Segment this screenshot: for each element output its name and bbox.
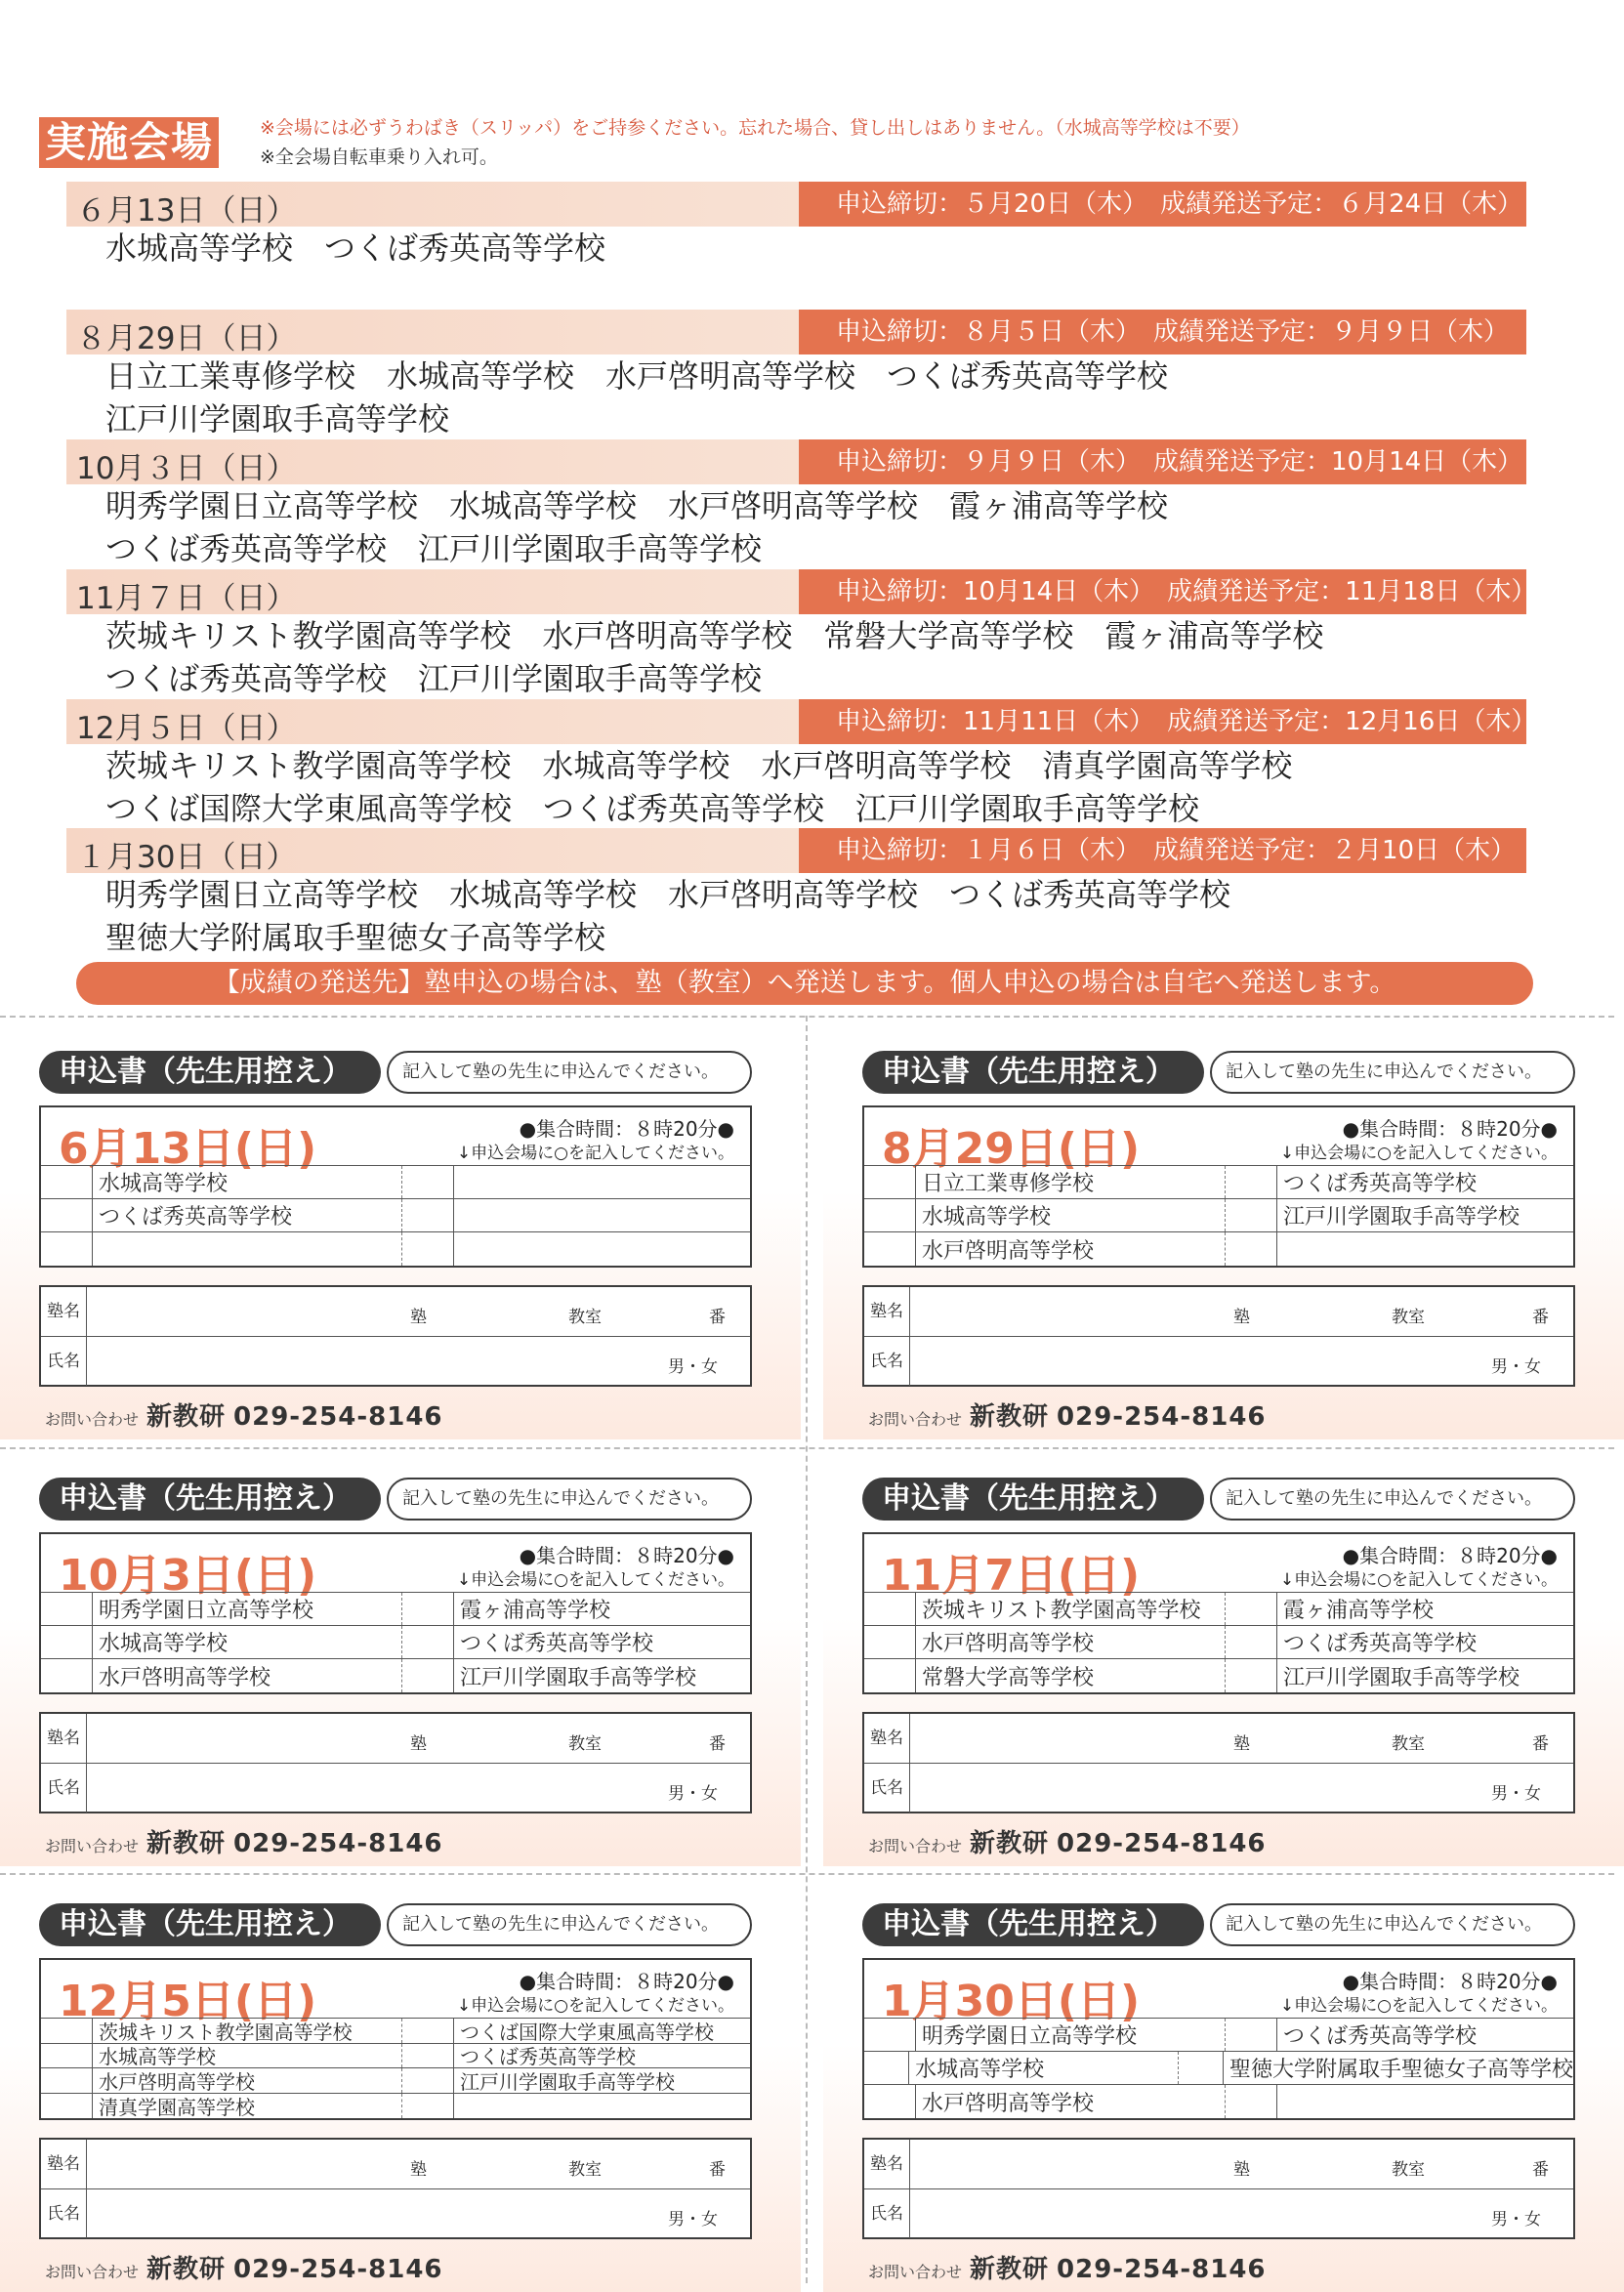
- assembly-time: ●集合時間：８時20分●: [519, 1970, 734, 1993]
- venue-circle-cell[interactable]: [402, 1593, 454, 1625]
- form-divider-top: [0, 1016, 1614, 1018]
- name-label: 氏名: [864, 1764, 910, 1813]
- contact-phone: 029-254-8146: [1057, 2255, 1267, 2284]
- venue-name: 江戸川学園取手高等学校: [1283, 1205, 1520, 1229]
- venue-circle-cell[interactable]: [864, 1166, 916, 1198]
- venue-grid: [864, 2018, 1573, 2118]
- session-date: ８月29日（日）: [76, 321, 297, 356]
- form-date: 6月13日(日): [59, 1124, 317, 1174]
- application-form: [0, 1878, 801, 2292]
- gender-select[interactable]: 男・女: [668, 1784, 718, 1804]
- gender-select[interactable]: 男・女: [1491, 1784, 1541, 1804]
- name-label: 氏名: [864, 2189, 910, 2238]
- venue-header: [39, 109, 1406, 168]
- entry-box: [862, 1285, 1575, 1387]
- session-block: [66, 310, 1526, 440]
- venue-selection-box: [39, 1105, 752, 1268]
- venue-row: [864, 2019, 1573, 2052]
- juku-unit: 塾: [410, 1308, 427, 1327]
- venue-grid: [864, 1592, 1573, 1692]
- bicycle-note: ※全会場自転車乗り入れ可。: [260, 146, 498, 168]
- venue-circle-cell[interactable]: [41, 2094, 93, 2119]
- gender-select[interactable]: 男・女: [1491, 1357, 1541, 1377]
- venue-circle-cell[interactable]: [41, 2068, 93, 2093]
- venue-name: つくば秀英高等学校: [1283, 2024, 1478, 2049]
- form-date: 10月3日(日): [59, 1551, 317, 1601]
- form-instruction: 記入して塾の先生に申込んでください。: [387, 1478, 752, 1521]
- name-row[interactable]: [864, 1764, 1573, 1813]
- venue-circle-cell[interactable]: [402, 1166, 454, 1198]
- venue-name: 霞ヶ浦高等学校: [460, 1599, 611, 1623]
- venue-name: つくば秀英高等学校: [1283, 1172, 1478, 1196]
- session-venues-line: 江戸川学園取手高等学校: [105, 400, 450, 438]
- venue-name: 日立工業専修学校: [916, 1166, 1226, 1198]
- contact-name: 新教研: [146, 1402, 227, 1432]
- venue-circle-cell[interactable]: [41, 1659, 93, 1692]
- venue-row: [41, 1166, 750, 1199]
- session-bar: [66, 828, 1526, 873]
- venue-name: [454, 1166, 750, 1198]
- session-venues-line: 茨城キリスト教学園高等学校 水戸啓明高等学校 常磐大学高等学校 霞ヶ浦高等学校: [105, 617, 1324, 654]
- entry-box: [39, 1285, 752, 1387]
- venue-circle-cell[interactable]: [41, 1593, 93, 1625]
- venue-row: [41, 2019, 750, 2044]
- session-venues-line: 明秀学園日立高等学校 水城高等学校 水戸啓明高等学校 つくば秀英高等学校: [105, 876, 1231, 913]
- application-form: [0, 1025, 801, 1439]
- form-divider-vertical: [806, 1016, 808, 2283]
- venue-circle-cell[interactable]: [402, 1199, 454, 1231]
- contact-info: [868, 2249, 1267, 2285]
- session-date: 10月３日（日）: [76, 451, 297, 486]
- circle-hint: ↓申込会場に○を記入してください。: [456, 1570, 734, 1590]
- classroom-unit: 教室: [568, 1734, 602, 1754]
- juku-unit: 塾: [410, 2160, 427, 2180]
- name-row[interactable]: [41, 2189, 750, 2238]
- venue-name: 明秀学園日立高等学校: [916, 2019, 1226, 2051]
- venue-name: 江戸川学園取手高等学校: [460, 1665, 697, 1690]
- venue-circle-cell[interactable]: [41, 2044, 93, 2068]
- venue-selection-box: [39, 1532, 752, 1694]
- application-form: [823, 1878, 1624, 2292]
- venue-name: 茨城キリスト教学園高等学校: [916, 1593, 1226, 1625]
- juku-label: 塾名: [864, 1287, 910, 1336]
- venue-header-tag: 実施会場: [39, 117, 219, 168]
- name-label: 氏名: [41, 1337, 87, 1386]
- session-venues-line: つくば秀英高等学校 江戸川学園取手高等学校: [105, 530, 763, 567]
- session-block: [66, 828, 1526, 959]
- venue-name: 水城高等学校: [93, 1166, 402, 1198]
- venue-circle-cell[interactable]: [402, 2094, 454, 2119]
- session-deadline: 申込締切：８月５日（木） 成績発送予定：９月９日（木）: [799, 310, 1526, 354]
- venue-row: [41, 1626, 750, 1659]
- venue-row: [864, 1166, 1573, 1199]
- juku-unit: 塾: [1233, 2160, 1250, 2180]
- juku-row[interactable]: [41, 1287, 750, 1337]
- name-row[interactable]: [864, 2189, 1573, 2238]
- session-deadline: 申込締切：１月６日（木） 成績発送予定：２月10日（木）: [799, 828, 1526, 873]
- venue-name: 聖徳大学附属取手聖徳女子高等学校: [1229, 2058, 1574, 2082]
- venue-row: [41, 2044, 750, 2069]
- juku-row[interactable]: [864, 1714, 1573, 1764]
- circle-hint: ↓申込会場に○を記入してください。: [456, 1996, 734, 2016]
- venue-circle-cell[interactable]: [1226, 1166, 1277, 1198]
- form-date: 11月7日(日): [882, 1551, 1141, 1601]
- venue-row: [41, 2068, 750, 2094]
- session-date: 11月７日（日）: [76, 581, 297, 616]
- contact-info: [45, 2249, 443, 2285]
- entry-box: [39, 1712, 752, 1813]
- venue-grid: [41, 2018, 750, 2118]
- number-unit: 番: [709, 1734, 726, 1754]
- session-venues-line: つくば国際大学東風高等学校 つくば秀英高等学校 江戸川学園取手高等学校: [105, 790, 1200, 827]
- number-unit: 番: [1532, 1734, 1549, 1754]
- contact-name: 新教研: [146, 1829, 227, 1858]
- juku-label: 塾名: [864, 1714, 910, 1763]
- form-title: 申込書（先生用控え）: [39, 1903, 381, 1946]
- contact-info: [45, 1396, 443, 1433]
- venue-circle-cell[interactable]: [402, 1659, 454, 1692]
- session-block: [66, 182, 1526, 270]
- contact-name: 新教研: [970, 2255, 1050, 2284]
- session-venues-line: 聖徳大学附属取手聖徳女子高等学校: [105, 919, 606, 956]
- session-venues-line: 明秀学園日立高等学校 水城高等学校 水戸啓明高等学校 霞ヶ浦高等学校: [105, 487, 1169, 524]
- venue-name: 水城高等学校: [93, 2044, 402, 2068]
- venue-circle-cell[interactable]: [864, 2085, 916, 2118]
- session-deadline: 申込締切：11月11日（木） 成績発送予定：12月16日（木）: [799, 699, 1526, 744]
- venue-circle-cell[interactable]: [41, 1199, 93, 1231]
- venue-circle-cell[interactable]: [1226, 1199, 1277, 1231]
- form-title: 申込書（先生用控え）: [862, 1903, 1204, 1946]
- venue-name: [93, 1232, 402, 1266]
- form-instruction: 記入して塾の先生に申込んでください。: [1210, 1478, 1575, 1521]
- venue-name: 霞ヶ浦高等学校: [1283, 1599, 1435, 1623]
- name-row[interactable]: [864, 1337, 1573, 1386]
- venue-row: [864, 2085, 1573, 2118]
- venue-circle-cell[interactable]: [402, 1232, 454, 1266]
- session-deadline: 申込締切：９月９日（木） 成績発送予定：10月14日（木）: [799, 439, 1526, 484]
- venue-circle-cell[interactable]: [41, 1626, 93, 1658]
- venue-circle-cell[interactable]: [864, 1593, 916, 1625]
- venue-row: [41, 2094, 750, 2119]
- session-venues-line: 日立工業専修学校 水城高等学校 水戸啓明高等学校 つくば秀英高等学校: [105, 357, 1169, 395]
- venue-circle-cell[interactable]: [1226, 2085, 1277, 2118]
- application-form: [0, 1452, 801, 1866]
- contact-info: [868, 1823, 1267, 1859]
- session-bar: [66, 699, 1537, 746]
- venue-circle-cell[interactable]: [864, 2019, 916, 2051]
- venue-row: [41, 1593, 750, 1626]
- assembly-time: ●集合時間：８時20分●: [1342, 1544, 1558, 1567]
- assembly-time: ●集合時間：８時20分●: [519, 1117, 734, 1141]
- gender-select[interactable]: 男・女: [1491, 2210, 1541, 2229]
- form-instruction: 記入して塾の先生に申込んでください。: [387, 1051, 752, 1094]
- session-date: ６月13日（日）: [76, 193, 297, 229]
- circle-hint: ↓申込会場に○を記入してください。: [456, 1144, 734, 1163]
- classroom-unit: 教室: [1392, 1308, 1425, 1327]
- slippers-note: ※会場には必ずうわばき（スリッパ）をご持参ください。忘れた場合、貸し出しはありません。（水城高等学校は不要）: [260, 117, 1250, 139]
- venue-circle-cell[interactable]: [41, 1232, 93, 1266]
- session-block: [66, 569, 1537, 700]
- venue-name: つくば秀英高等学校: [93, 1199, 402, 1231]
- contact-label: お問い合わせ: [45, 1837, 140, 1855]
- session-bar: [66, 439, 1526, 484]
- venue-name: 江戸川学園取手高等学校: [460, 2069, 675, 2094]
- results-delivery-notice: 【成績の発送先】塾申込の場合は、塾（教室）へ発送します。個人申込の場合は自宅へ発送します。: [76, 962, 1533, 1005]
- venue-circle-cell[interactable]: [864, 1232, 916, 1266]
- circle-hint: ↓申込会場に○を記入してください。: [1279, 1570, 1558, 1590]
- number-unit: 番: [709, 1308, 726, 1327]
- venue-circle-cell[interactable]: [1179, 2052, 1224, 2084]
- venue-row: [864, 1232, 1573, 1266]
- session-date: 12月５日（日）: [76, 711, 297, 746]
- juku-row[interactable]: [41, 2140, 750, 2189]
- form-instruction: 記入して塾の先生に申込んでください。: [387, 1903, 752, 1946]
- form-divider-1: [0, 1447, 1614, 1449]
- session-bar: [66, 182, 1526, 227]
- form-title: 申込書（先生用控え）: [39, 1051, 381, 1094]
- contact-label: お問い合わせ: [868, 1410, 963, 1429]
- session-block: [66, 699, 1537, 830]
- session-venues-line: 茨城キリスト教学園高等学校 水城高等学校 水戸啓明高等学校 清真学園高等学校: [105, 747, 1293, 784]
- form-date: 1月30日(日): [882, 1977, 1141, 2026]
- venue-name: 水城高等学校: [93, 1626, 402, 1658]
- venue-row: [41, 1232, 750, 1266]
- name-row[interactable]: [41, 1337, 750, 1386]
- contact-info: [868, 1396, 1267, 1433]
- gender-select[interactable]: 男・女: [668, 2210, 718, 2229]
- venue-circle-cell[interactable]: [1226, 1659, 1277, 1692]
- entry-box: [862, 1712, 1575, 1813]
- session-bar: [66, 310, 1526, 354]
- contact-label: お問い合わせ: [45, 2263, 140, 2281]
- venue-row: [864, 1593, 1573, 1626]
- venue-row: [864, 2052, 1573, 2085]
- venue-selection-box: [862, 1105, 1575, 1268]
- session-block: [66, 439, 1526, 570]
- application-form: [823, 1452, 1624, 1866]
- venue-name: つくば秀英高等学校: [460, 2045, 636, 2069]
- session-date: １月30日（日）: [76, 840, 297, 875]
- number-unit: 番: [1532, 1308, 1549, 1327]
- venue-circle-cell[interactable]: [864, 1659, 916, 1692]
- venue-circle-cell[interactable]: [41, 2019, 93, 2043]
- venue-row: [41, 1199, 750, 1232]
- venue-name: つくば秀英高等学校: [460, 1632, 654, 1656]
- form-title: 申込書（先生用控え）: [862, 1051, 1204, 1094]
- venue-name: [1277, 2085, 1573, 2118]
- juku-label: 塾名: [41, 1287, 87, 1336]
- circle-hint: ↓申込会場に○を記入してください。: [1279, 1996, 1558, 2016]
- contact-phone: 029-254-8146: [1057, 1829, 1267, 1858]
- contact-label: お問い合わせ: [868, 1837, 963, 1855]
- venue-name: 水戸啓明高等学校: [916, 2085, 1226, 2118]
- classroom-unit: 教室: [568, 2160, 602, 2180]
- number-unit: 番: [1532, 2160, 1549, 2180]
- form-title: 申込書（先生用控え）: [862, 1478, 1204, 1521]
- form-title: 申込書（先生用控え）: [39, 1478, 381, 1521]
- venue-name: 水戸啓明高等学校: [916, 1626, 1226, 1658]
- assembly-time: ●集合時間：８時20分●: [1342, 1117, 1558, 1141]
- juku-unit: 塾: [1233, 1308, 1250, 1327]
- contact-label: お問い合わせ: [45, 1410, 140, 1429]
- contact-phone: 029-254-8146: [233, 2255, 443, 2284]
- venue-name: 常磐大学高等学校: [916, 1659, 1226, 1692]
- form-instruction: 記入して塾の先生に申込んでください。: [1210, 1051, 1575, 1094]
- form-date: 8月29日(日): [882, 1124, 1141, 1174]
- venue-selection-box: [39, 1958, 752, 2120]
- contact-name: 新教研: [146, 2255, 227, 2284]
- venue-name: 江戸川学園取手高等学校: [1283, 1665, 1520, 1690]
- venue-name: 水戸啓明高等学校: [916, 1232, 1226, 1266]
- contact-info: [45, 1823, 443, 1859]
- session-venues-line: つくば秀英高等学校 江戸川学園取手高等学校: [105, 660, 763, 697]
- venue-circle-cell[interactable]: [864, 2052, 909, 2084]
- assembly-time: ●集合時間：８時20分●: [519, 1544, 734, 1567]
- venue-row: [41, 1659, 750, 1692]
- name-label: 氏名: [41, 2189, 87, 2238]
- session-deadline: 申込締切：10月14日（木） 成績発送予定：11月18日（木）: [799, 569, 1526, 614]
- venue-circle-cell[interactable]: [864, 1199, 916, 1231]
- juku-row[interactable]: [864, 1287, 1573, 1337]
- venue-name: 明秀学園日立高等学校: [93, 1593, 402, 1625]
- venue-row: [864, 1199, 1573, 1232]
- classroom-unit: 教室: [1392, 2160, 1425, 2180]
- venue-circle-cell[interactable]: [402, 2019, 454, 2043]
- venue-name: [454, 1232, 750, 1266]
- venue-name: [1277, 1232, 1573, 1266]
- contact-phone: 029-254-8146: [1057, 1402, 1267, 1432]
- assembly-time: ●集合時間：８時20分●: [1342, 1970, 1558, 1993]
- venue-circle-cell[interactable]: [402, 2044, 454, 2068]
- session-venues-line: 水城高等学校 つくば秀英高等学校: [105, 229, 606, 267]
- venue-circle-cell[interactable]: [1226, 1232, 1277, 1266]
- contact-name: 新教研: [970, 1402, 1050, 1432]
- venue-circle-cell[interactable]: [1226, 1593, 1277, 1625]
- venue-name: [454, 1199, 750, 1231]
- venue-grid: [41, 1165, 750, 1266]
- name-row[interactable]: [41, 1764, 750, 1813]
- form-divider-2: [0, 1873, 1614, 1875]
- venue-row: [864, 1659, 1573, 1692]
- juku-unit: 塾: [1233, 1734, 1250, 1754]
- session-deadline: 申込締切：５月20日（木） 成績発送予定：６月24日（木）: [799, 182, 1526, 227]
- venue-name: つくば秀英高等学校: [1283, 1632, 1478, 1656]
- juku-row[interactable]: [864, 2140, 1573, 2189]
- venue-name: 水城高等学校: [916, 1199, 1226, 1231]
- classroom-unit: 教室: [1392, 1734, 1425, 1754]
- contact-phone: 029-254-8146: [233, 1829, 443, 1858]
- venue-row: [864, 1626, 1573, 1659]
- juku-label: 塾名: [41, 2140, 87, 2188]
- juku-label: 塾名: [41, 1714, 87, 1763]
- name-label: 氏名: [864, 1337, 910, 1386]
- venue-name: [454, 2094, 750, 2119]
- juku-label: 塾名: [864, 2140, 910, 2188]
- form-instruction: 記入して塾の先生に申込んでください。: [1210, 1903, 1575, 1946]
- contact-phone: 029-254-8146: [233, 1402, 443, 1432]
- number-unit: 番: [709, 2160, 726, 2180]
- venue-name: 清真学園高等学校: [93, 2094, 402, 2119]
- contact-label: お問い合わせ: [868, 2263, 963, 2281]
- circle-hint: ↓申込会場に○を記入してください。: [1279, 1144, 1558, 1163]
- venue-name: つくば国際大学東風高等学校: [460, 2020, 714, 2044]
- venue-selection-box: [862, 1532, 1575, 1694]
- venue-circle-cell[interactable]: [1226, 1626, 1277, 1658]
- application-form: [823, 1025, 1624, 1439]
- venue-circle-cell[interactable]: [864, 1626, 916, 1658]
- venue-selection-box: [862, 1958, 1575, 2120]
- venue-circle-cell[interactable]: [41, 1166, 93, 1198]
- name-label: 氏名: [41, 1764, 87, 1813]
- contact-name: 新教研: [970, 1829, 1050, 1858]
- venue-grid: [864, 1165, 1573, 1266]
- classroom-unit: 教室: [568, 1308, 602, 1327]
- session-bar: [66, 569, 1537, 616]
- venue-grid: [41, 1592, 750, 1692]
- venue-circle-cell[interactable]: [402, 2068, 454, 2093]
- entry-box: [39, 2138, 752, 2239]
- venue-circle-cell[interactable]: [1226, 2019, 1277, 2051]
- form-date: 12月5日(日): [59, 1977, 317, 2026]
- juku-unit: 塾: [410, 1734, 427, 1754]
- venue-name: 水城高等学校: [909, 2052, 1179, 2084]
- venue-name: 水戸啓明高等学校: [93, 2068, 402, 2093]
- venue-name: 水戸啓明高等学校: [93, 1659, 402, 1692]
- venue-circle-cell[interactable]: [402, 1626, 454, 1658]
- gender-select[interactable]: 男・女: [668, 1357, 718, 1377]
- juku-row[interactable]: [41, 1714, 750, 1764]
- entry-box: [862, 2138, 1575, 2239]
- venue-name: 茨城キリスト教学園高等学校: [93, 2019, 402, 2043]
